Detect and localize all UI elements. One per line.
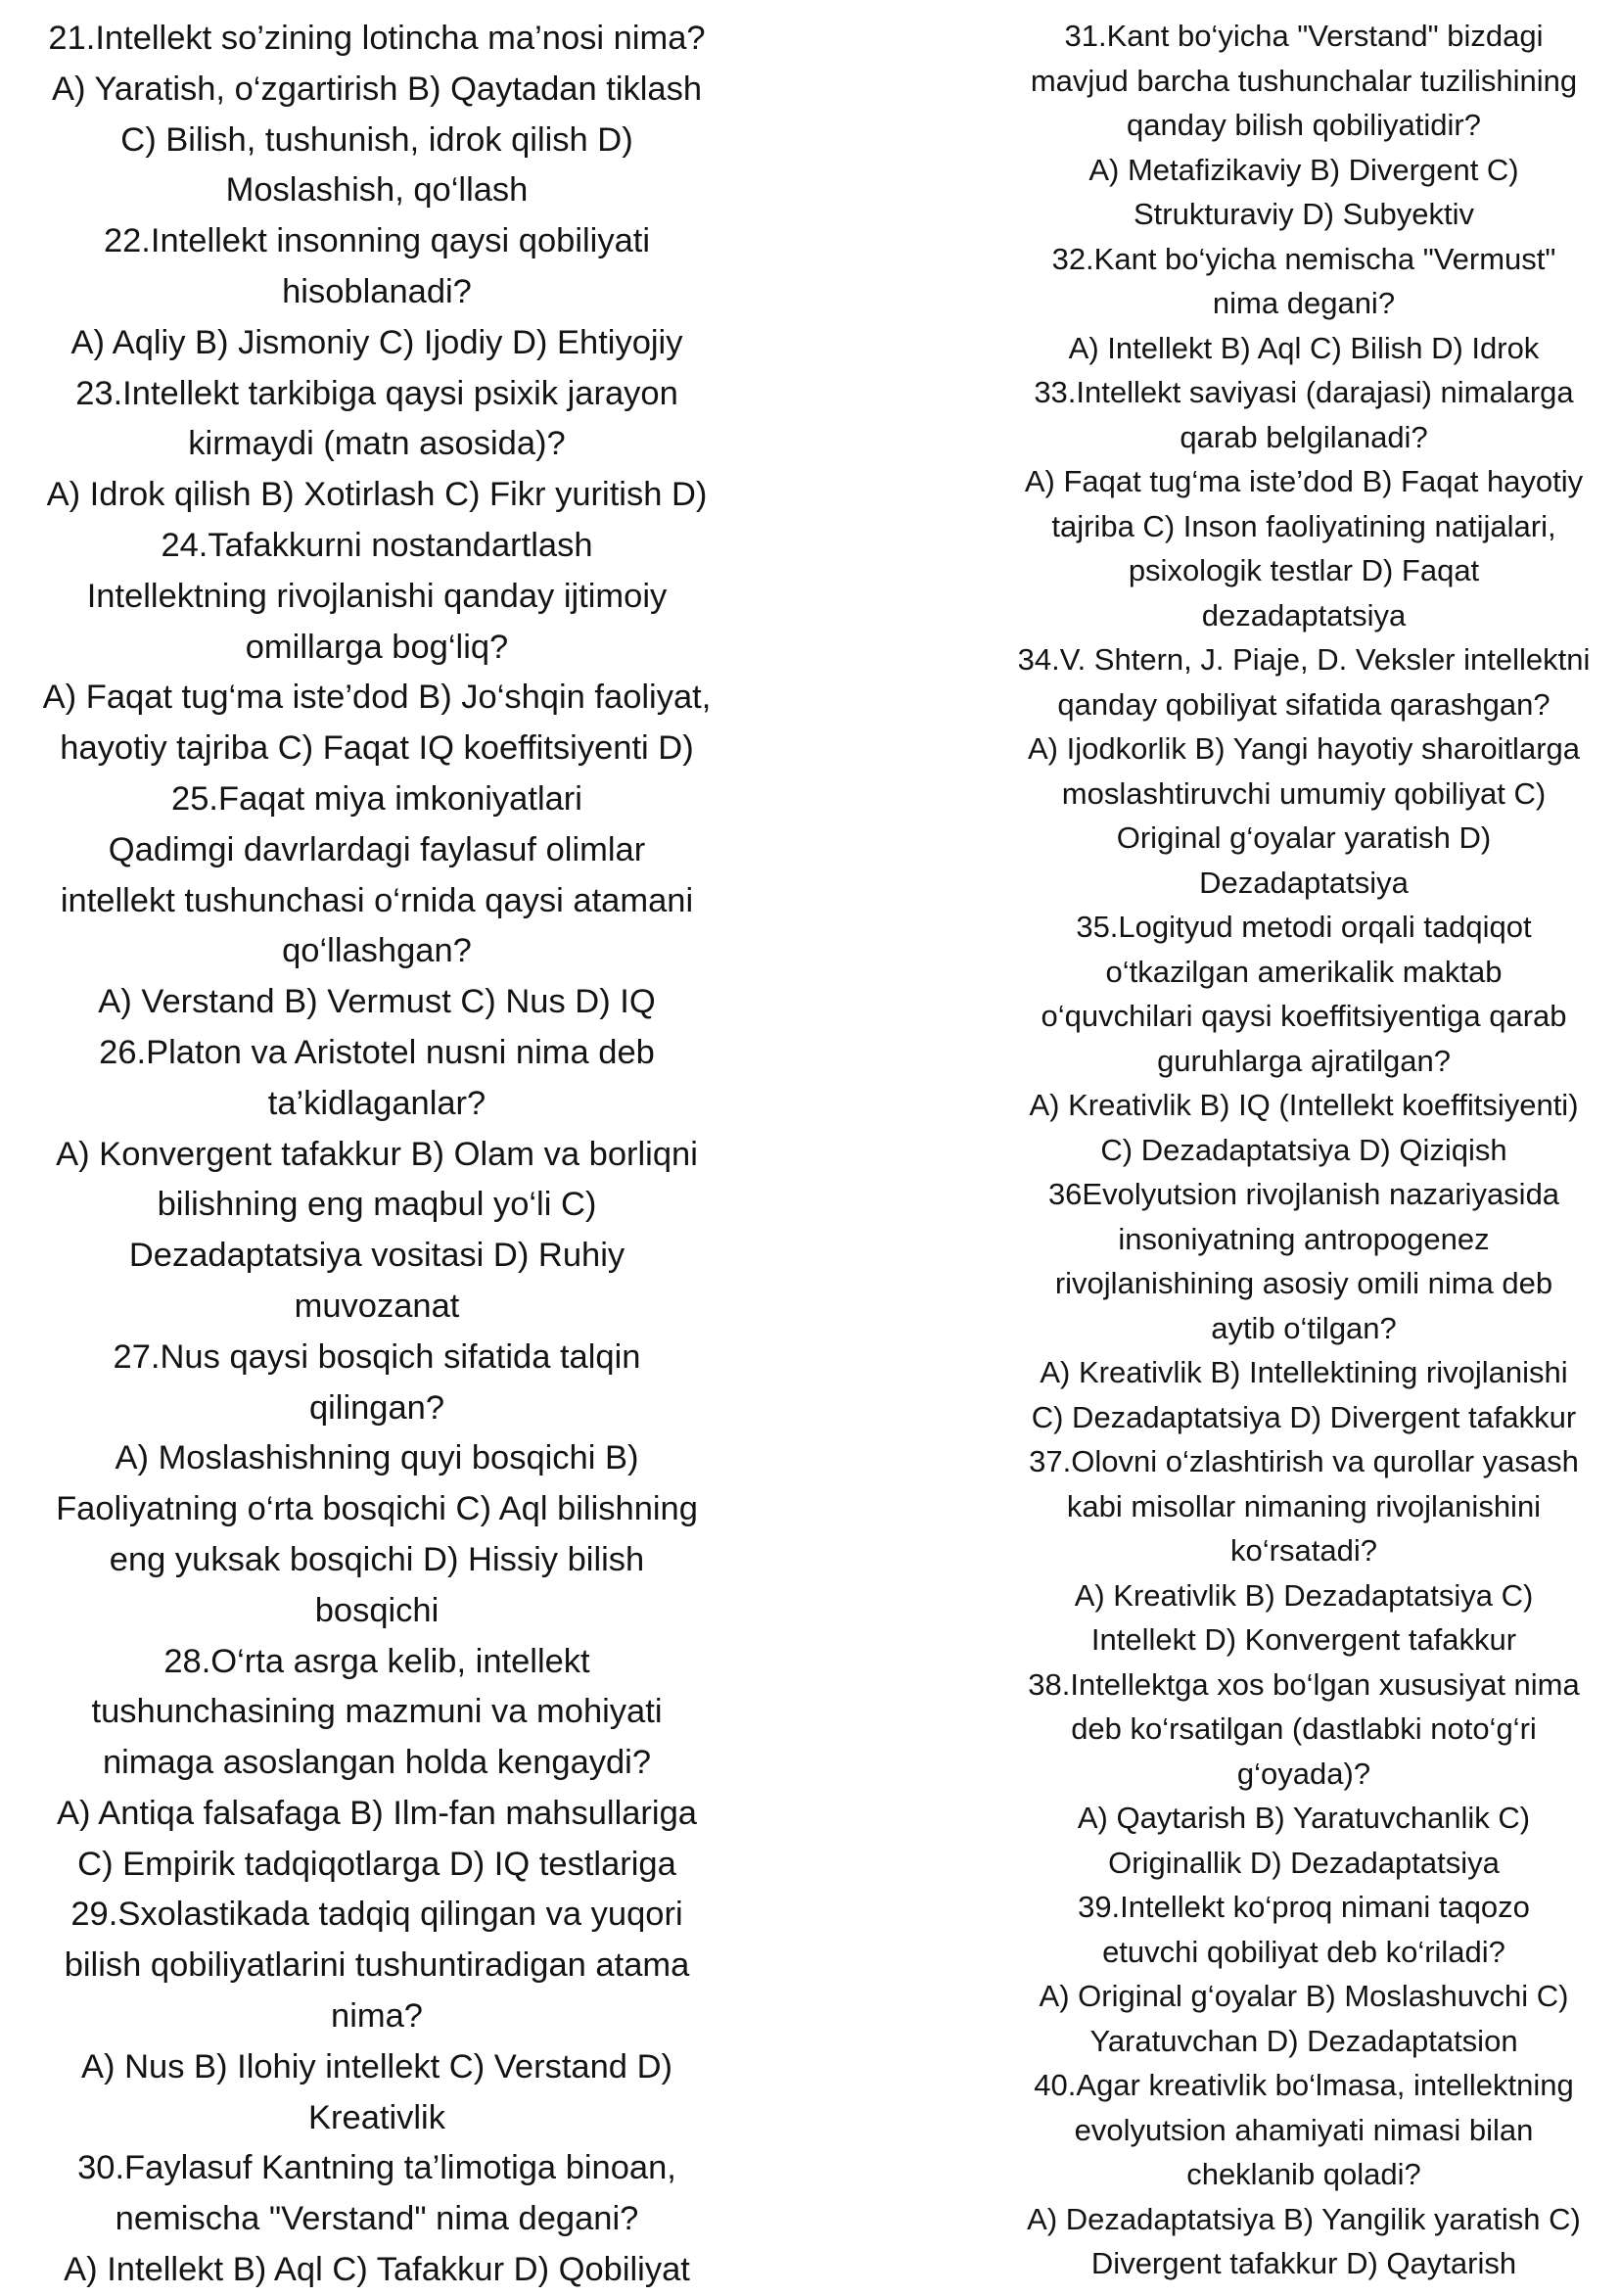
text-line: A) Faqat tug‘ma iste’dod B) Jo‘shqin faoliyat,: [42, 679, 712, 717]
text-line: kabi misollar nimaning rivojlanishini: [1066, 1488, 1542, 1523]
left-question-column: [6, 14, 748, 2296]
text-line: g‘oyada)?: [1236, 1756, 1371, 1791]
text-line: Divergent tafakkur D) Qaytarish: [1090, 2246, 1517, 2280]
text-line: tushunchasining mazmuni va mohiyati: [91, 1693, 663, 1731]
text-line: evolyutsion ahamiyati nimasi bilan: [1074, 2112, 1534, 2147]
text-line: bilish qobiliyatlarini tushuntiradigan atama: [64, 1946, 690, 1985]
text-line: 24.Tafakkurni nostandartlash: [161, 526, 593, 564]
text-line: mavjud barcha tushunchalar tuzilishining: [1030, 63, 1578, 98]
text-line: moslashtiruvchi umumiy qobiliyat C): [1061, 775, 1547, 811]
text-line: tajriba C) Inson faoliyatining natijalari,: [1051, 508, 1556, 543]
text-line: 26.Platon va Aristotel nusni nima deb: [99, 1033, 655, 1071]
text-line: rivojlanishining asosiy omili nima deb: [1054, 1266, 1553, 1300]
text-line: hayotiy tajriba C) Faqat IQ koeffitsiyenti D): [60, 729, 694, 768]
text-line: 30.Faylasuf Kantning ta’limotiga binoan,: [77, 2149, 676, 2187]
text-line: nemischa "Verstand" nima degani?: [115, 2200, 639, 2238]
text-line: Original g‘oyalar yaratish D): [1116, 820, 1492, 855]
text-line: guruhlarga ajratilgan?: [1157, 1043, 1451, 1078]
text-line: 28.O‘rta asrga kelib, intellekt: [163, 1642, 590, 1680]
text-line: Qadimgi davrlardagi faylasuf olimlar: [108, 830, 646, 868]
text-line: qarab belgilanadi?: [1180, 419, 1428, 454]
text-line: Faoliyatning o‘rta bosqichi C) Aql bilishning: [56, 1490, 698, 1528]
text-line: 39.Intellekt ko‘proq nimani taqozo: [1078, 1890, 1530, 1924]
text-line: A) Moslashishning quyi bosqichi B): [115, 1439, 639, 1477]
text-line: A) Dezadaptatsiya B) Yangilik yaratish C): [1027, 2201, 1581, 2236]
text-line: o‘quvchilari qaysi koeffitsiyentiga qarab: [1041, 999, 1567, 1033]
text-line: A) Antiqa falsafaga B) Ilm-fan mahsullariga: [57, 1794, 697, 1832]
text-line: A) Kreativlik B) IQ (Intellekt koeffitsiyenti): [1029, 1088, 1579, 1122]
text-line: o‘tkazilgan amerikalik maktab: [1105, 954, 1503, 989]
text-line: 36Evolyutsion rivojlanish nazariyasida: [1047, 1177, 1560, 1211]
text-line: psixologik testlar D) Faqat: [1128, 553, 1480, 587]
text-line: A) Ijodkorlik B) Yangi hayotiy sharoitlarga: [1027, 731, 1580, 766]
text-line: 32.Kant bo‘yicha nemischa "Vermust": [1051, 241, 1556, 276]
text-line: A) Intellekt B) Aql C) Bilish D) Idrok: [1068, 330, 1540, 365]
text-line: A) Konvergent tafakkur B) Olam va borliqni: [56, 1135, 698, 1173]
text-line: A) Yaratish, o‘zgartirish B) Qaytadan tiklash: [51, 70, 703, 108]
text-line: kirmaydi (matn asosida)?: [188, 425, 566, 463]
text-line: qo‘llashgan?: [282, 932, 472, 970]
text-line: 33.Intellekt saviyasi (darajasi) nimalarga: [1034, 375, 1574, 409]
text-line: hisoblanadi?: [282, 272, 472, 310]
text-line: 21.Intellekt so’zining lotincha ma’nosi nima?: [48, 20, 706, 57]
text-line: 35.Logityud metodi orqali tadqiqot: [1076, 910, 1532, 944]
text-line: A) Kreativlik B) Dezadaptatsiya C): [1074, 1577, 1534, 1613]
text-line: dezadaptatsiya: [1201, 597, 1407, 633]
text-line: 38.Intellektga xos bo‘lgan xususiyat nima: [1028, 1666, 1580, 1702]
text-line: A) Intellekt B) Aql C) Tafakkur D) Qobiliyat: [64, 2251, 690, 2289]
text-line: C) Empirik tadqiqotlarga D) IQ testlariga: [77, 1845, 676, 1883]
text-line: A) Kreativlik B) Intellektining rivojlanishi: [1040, 1355, 1568, 1389]
text-line: A) Original g‘oyalar B) Moslashuvchi C): [1039, 1979, 1569, 2013]
text-line: bilishning eng maqbul yo‘li C): [157, 1186, 597, 1224]
text-line: A) Nus B) Ilohiy intellekt C) Verstand D): [81, 2047, 672, 2085]
text-line: ko‘rsatadi?: [1230, 1533, 1377, 1568]
text-line: deb ko‘rsatilgan (dastlabki noto‘g‘ri: [1071, 1711, 1537, 1746]
text-line: 37.Olovni o‘zlashtirish va qurollar yasash: [1029, 1444, 1579, 1478]
text-line: Moslashish, qo‘llash: [225, 171, 529, 210]
text-line: A) Verstand B) Vermust C) Nus D) IQ: [98, 983, 656, 1021]
text-line: Kreativlik: [308, 2098, 445, 2136]
text-line: aytib o‘tilgan?: [1211, 1310, 1397, 1345]
text-line: 34.V. Shtern, J. Piaje, D. Veksler intellektni: [1017, 642, 1591, 677]
text-line: A) Idrok qilish B) Xotirlash C) Fikr yuritish D): [46, 476, 708, 514]
text-line: C) Dezadaptatsiya D) Divergent tafakkur: [1031, 1399, 1577, 1434]
text-line: 22.Intellekt insonning qaysi qobiliyati: [103, 222, 651, 260]
text-line: etuvchi qobiliyat deb ko‘riladi?: [1102, 1934, 1505, 1969]
text-line: 29.Sxolastikada tadqiq qilingan va yuqori: [70, 1896, 683, 1934]
text-line: eng yuksak bosqichi D) Hissiy bilish: [109, 1540, 645, 1578]
text-line: muvozanat: [294, 1287, 460, 1325]
text-line: ta’kidlaganlar?: [267, 1084, 486, 1122]
text-line: C) Bilish, tushunish, idrok qilish D): [120, 120, 633, 159]
text-line: 25.Faqat miya imkoniyatlari: [171, 779, 582, 818]
text-line: qanday qobiliyat sifatida qarashgan?: [1057, 686, 1551, 722]
text-line: qanday bilish qobiliyatidir?: [1127, 108, 1481, 142]
text-line: Intellektning rivojlanishi qanday ijtimoiy: [86, 577, 668, 615]
text-line: intellekt tushunchasi o‘rnida qaysi atamani: [60, 881, 694, 919]
text-line: Originallik D) Dezadaptatsiya: [1108, 1845, 1500, 1880]
text-line: Intellekt D) Konvergent tafakkur: [1090, 1622, 1517, 1657]
text-line: Strukturaviy D) Subyektiv: [1134, 197, 1474, 231]
text-line: insoniyatning antropogenez: [1118, 1221, 1490, 1256]
right-question-column: [993, 14, 1615, 2286]
text-line: nima?: [331, 1997, 423, 2036]
text-line: Dezadaptatsiya vositasi D) Ruhiy: [128, 1237, 625, 1275]
text-line: 27.Nus qaysi bosqich sifatida talqin: [113, 1337, 641, 1376]
text-line: cheklanib qoladi?: [1186, 2157, 1421, 2191]
text-line: omillarga bog‘liq?: [245, 628, 509, 666]
text-line: A) Faqat tug‘ma iste’dod B) Faqat hayotiy: [1024, 464, 1584, 498]
text-line: qilingan?: [308, 1388, 445, 1427]
text-line: A) Metafizikaviy B) Divergent C): [1088, 152, 1519, 187]
text-line: Dezadaptatsiya: [1199, 865, 1409, 900]
text-line: 23.Intellekt tarkibiga qaysi psixik jarayon: [75, 374, 678, 412]
text-line: A) Aqliy B) Jismoniy C) Ijodiy D) Ehtiyojiy: [70, 323, 683, 361]
text-line: Yaratuvchan D) Dezadaptatsion: [1089, 2023, 1518, 2058]
text-line: C) Dezadaptatsiya D) Qiziqish: [1100, 1132, 1507, 1167]
text-line: 31.Kant bo‘yicha "Verstand" bizdagi: [1064, 19, 1544, 53]
text-line: A) Qaytarish B) Yaratuvchanlik C): [1077, 1801, 1531, 1835]
text-line: nimaga asoslangan holda kengaydi?: [102, 1744, 652, 1782]
text-line: bosqichi: [314, 1591, 440, 1629]
text-line: 40.Agar kreativlik bo‘lmasa, intellektning: [1034, 2068, 1574, 2102]
text-line: nima degani?: [1212, 286, 1396, 320]
